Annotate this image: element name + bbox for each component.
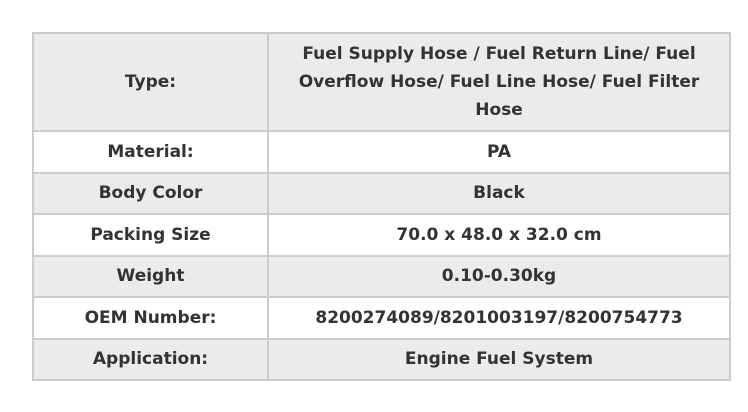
spec-row-material <box>33 131 730 173</box>
spec-row-packing-size <box>33 214 730 256</box>
spec-label: Type: <box>33 33 268 131</box>
spec-value: PA <box>268 131 730 173</box>
product-spec-table <box>32 32 731 381</box>
spec-label: Body Color <box>33 173 268 215</box>
spec-label: Weight <box>33 256 268 298</box>
spec-label: OEM Number: <box>33 297 268 339</box>
spec-row-application <box>33 339 730 381</box>
spec-value: Black <box>268 173 730 215</box>
spec-value: Fuel Supply Hose / Fuel Return Line/ Fuel Overflow Hose/ Fuel Line Hose/ Fuel Filter Hose <box>268 33 730 131</box>
spec-row-weight <box>33 256 730 298</box>
spec-row-body-color <box>33 173 730 215</box>
spec-label: Material: <box>33 131 268 173</box>
spec-value: 70.0 x 48.0 x 32.0 cm <box>268 214 730 256</box>
spec-value: 0.10-0.30kg <box>268 256 730 298</box>
spec-value: 8200274089/8201003197/8200754773 <box>268 297 730 339</box>
spec-row-type <box>33 33 730 131</box>
spec-label: Packing Size <box>33 214 268 256</box>
spec-label: Application: <box>33 339 268 381</box>
spec-value: Engine Fuel System <box>268 339 730 381</box>
spec-row-oem-number <box>33 297 730 339</box>
